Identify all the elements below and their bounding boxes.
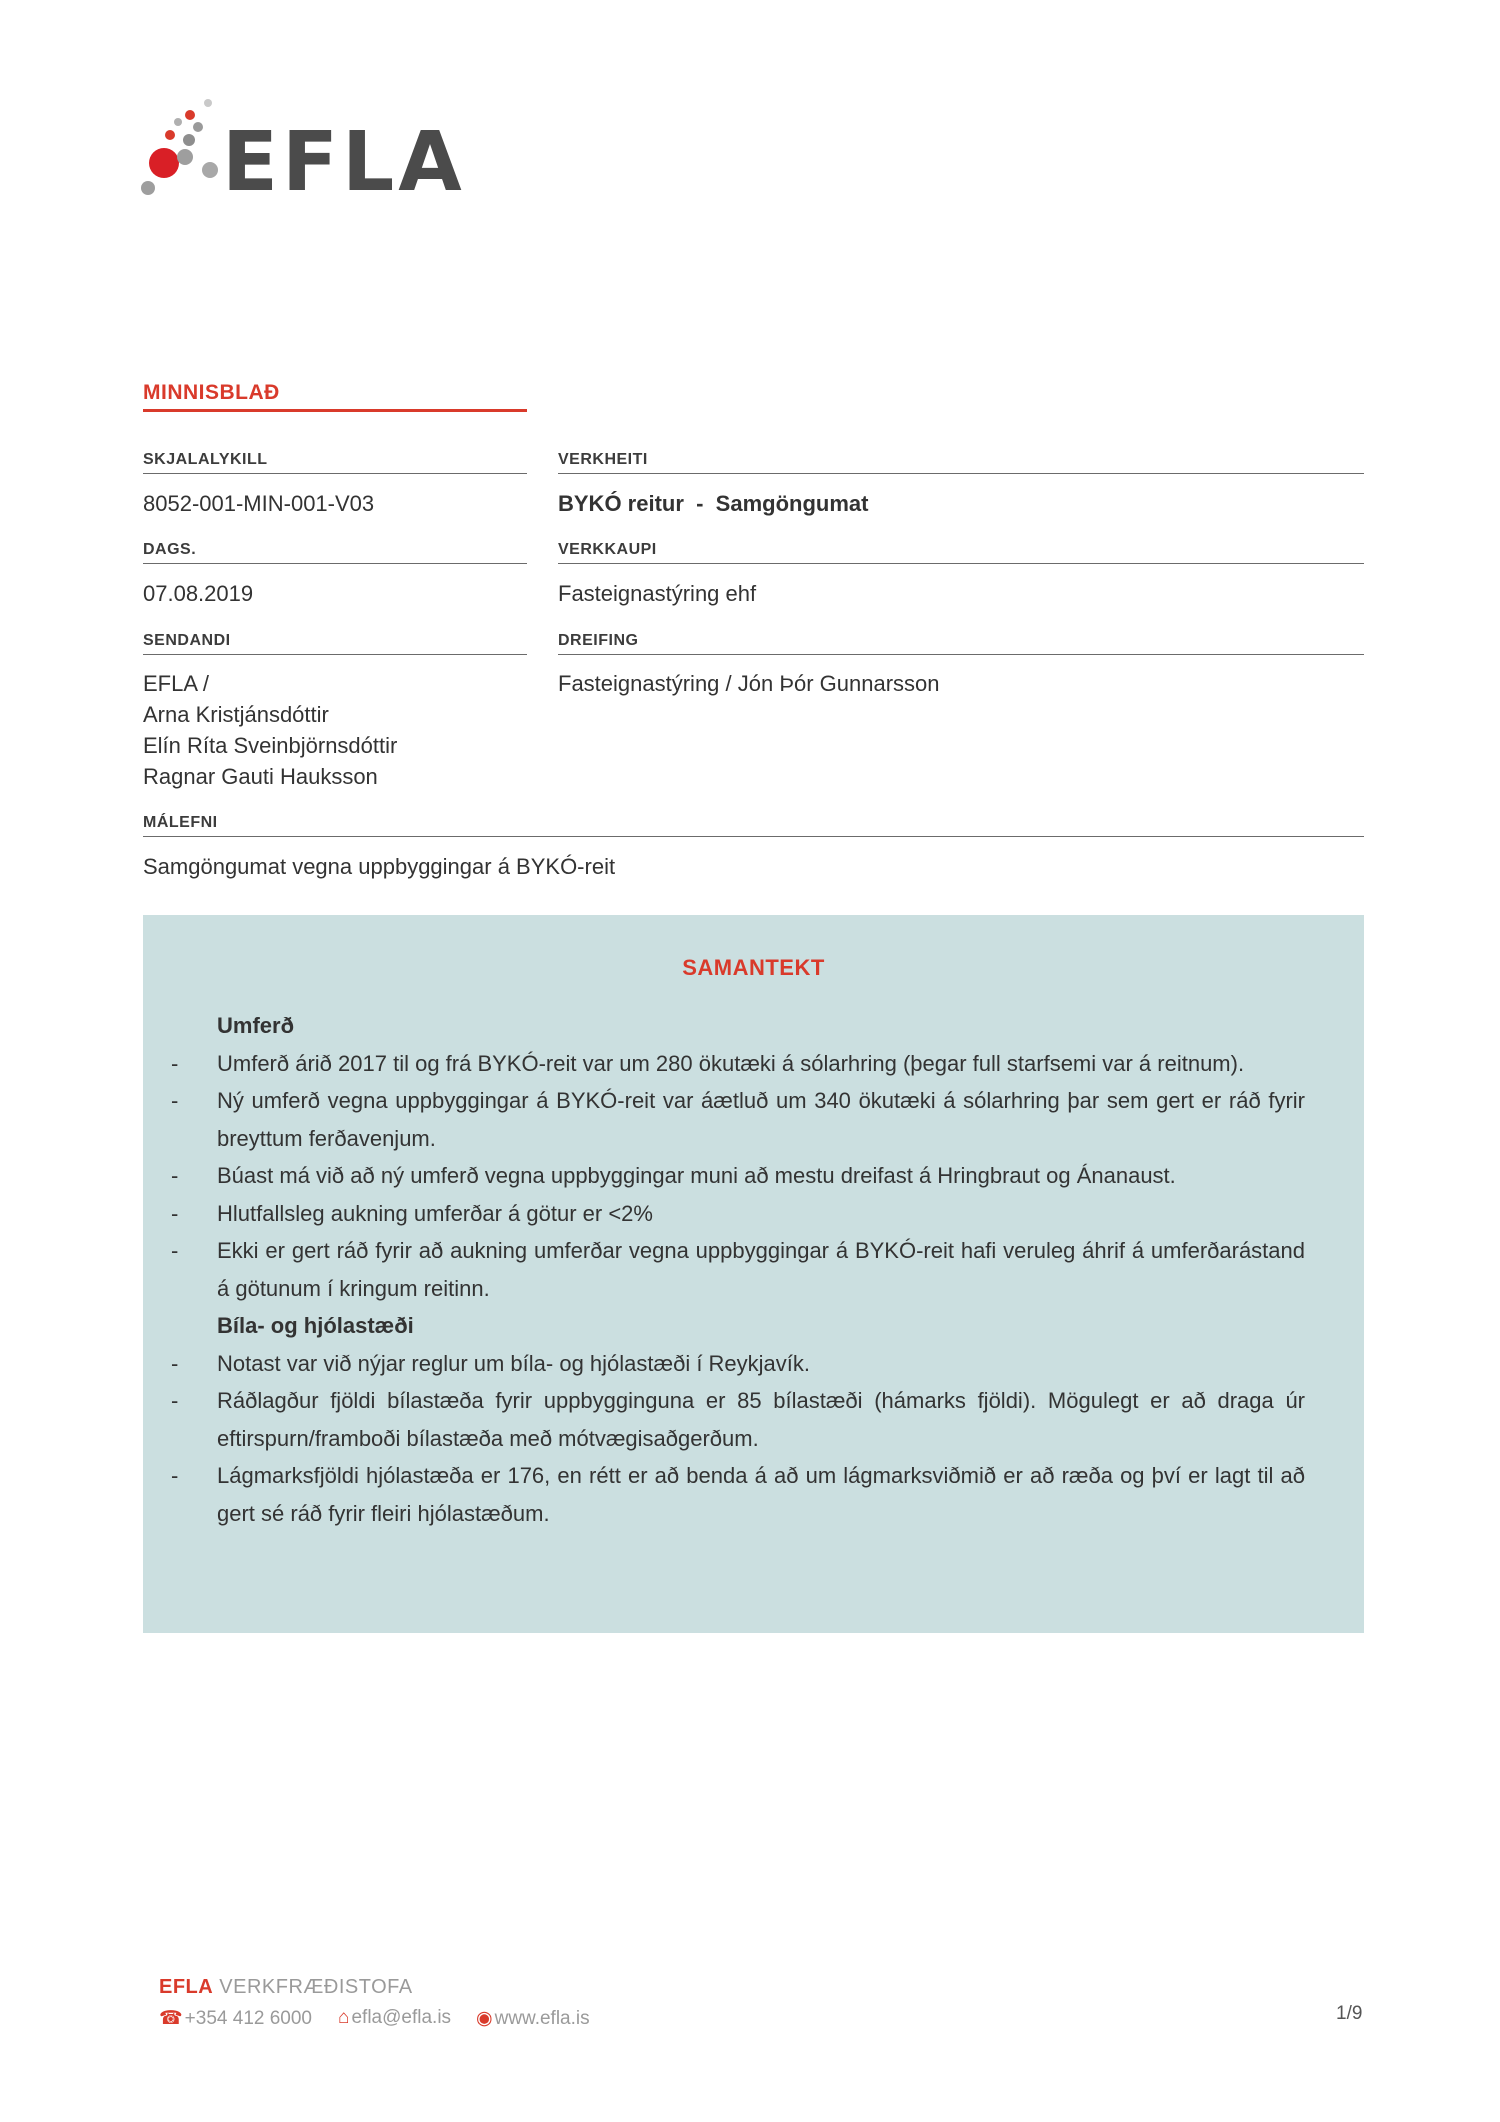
summary-box bbox=[143, 915, 1364, 1633]
divider bbox=[143, 654, 527, 655]
value-verkkaupi: Fasteignastýring ehf bbox=[558, 581, 757, 606]
sendandi-line: Ragnar Gauti Hauksson bbox=[143, 764, 378, 789]
value-dags: 07.08.2019 bbox=[143, 581, 254, 606]
divider bbox=[558, 654, 1364, 655]
value-malefni: Samgöngumat vegna uppbyggingar á BYKÓ-reit bbox=[143, 854, 616, 879]
label-sendandi: SENDANDI bbox=[143, 632, 231, 649]
summary-bullet: - Umferð árið 2017 til og frá BYKÓ-reit var um 280 ökutæki á sólarhring (þegar full starfsemi var á reitnum). bbox=[171, 1050, 1245, 1076]
footer-web[interactable]: ◉ www.efla.is bbox=[476, 2008, 590, 2029]
footer-email[interactable]: ⌂ efla@efla.is bbox=[338, 2007, 452, 2028]
sendandi-line: Arna Kristjánsdóttir bbox=[143, 702, 329, 727]
label-dreifing: DREIFING bbox=[558, 632, 639, 649]
page-number: 1/9 bbox=[1336, 2003, 1363, 2024]
divider bbox=[143, 563, 527, 564]
value-sendandi bbox=[143, 668, 397, 792]
summary-content bbox=[171, 1007, 1305, 1532]
footer-phone[interactable]: ☎ +354 412 6000 bbox=[159, 2008, 312, 2029]
summary-bullet: - Notast var við nýjar reglur um bíla- og hjólastæði í Reykjavík. bbox=[171, 1350, 811, 1376]
divider bbox=[143, 473, 527, 474]
globe-icon: ◉ bbox=[476, 2008, 493, 2029]
summary-heading-umferd: Umferð bbox=[217, 1013, 295, 1038]
label-verkkaupi: VERKKAUPI bbox=[558, 541, 657, 558]
label-malefni: MÁLEFNI bbox=[143, 814, 218, 831]
logo-dots-icon bbox=[140, 95, 230, 205]
summary-bullet: - Ekki er gert ráð fyrir að aukning umferðar vegna uppbyggingar á BYKÓ-reit hafi veruleg áhrif á umferðarástand á götunum í kringum reitinn. bbox=[171, 1238, 1305, 1301]
logo-wordmark: EFLA bbox=[222, 115, 466, 210]
memo-title: MINNISBLAÐ bbox=[143, 381, 280, 404]
label-dags: DAGS. bbox=[143, 541, 197, 558]
sendandi-line: Elín Ríta Sveinbjörnsdóttir bbox=[143, 733, 398, 758]
divider bbox=[558, 473, 1364, 474]
sendandi-line: EFLA / bbox=[143, 671, 210, 696]
summary-bullet: - Ráðlagður fjöldi bílastæða fyrir uppbygginguna er 85 bílastæði (hámarks fjöldi). Mögulegt er að draga úr eftirspurn/framboði bílastæða með mótvægisaðgerðum. bbox=[171, 1388, 1305, 1451]
summary-title: SAMANTEKT bbox=[682, 955, 825, 980]
label-verkheiti: VERKHEITI bbox=[558, 451, 648, 468]
email-icon: ⌂ bbox=[338, 2007, 350, 2028]
divider bbox=[558, 563, 1364, 564]
summary-bullet: - Lágmarksfjöldi hjólastæða er 176, en rétt er að benda á að um lágmarksviðmið er að ræða og því er lagt til að gert sé ráð fyrir fleiri hjólastæðum. bbox=[171, 1463, 1305, 1526]
value-dreifing: Fasteignastýring / Jón Þór Gunnarsson bbox=[558, 671, 940, 696]
summary-heading-bilastaedi: Bíla- og hjólastæði bbox=[217, 1313, 414, 1338]
value-verkheiti: BYKÓ reitur - Samgöngumat bbox=[558, 491, 869, 516]
label-skjalalykill: SKJALALYKILL bbox=[143, 451, 268, 468]
summary-bullet: - Ný umferð vegna uppbyggingar á BYKÓ-reit var áætluð um 340 ökutæki á sólarhring þar sem gert er ráð fyrir breyttum ferðavenjum. bbox=[171, 1088, 1305, 1151]
footer-brand bbox=[159, 1976, 413, 1999]
footer-brand-suffix: VERKFRÆÐISTOFA bbox=[219, 1976, 413, 1998]
footer-brand-name: EFLA bbox=[159, 1976, 214, 1998]
value-skjalalykill: 8052-001-MIN-001-V03 bbox=[143, 491, 375, 516]
summary-bullet: - Búast má við að ný umferð vegna uppbyggingar muni að mestu dreifast á Hringbraut og Ánanaust. bbox=[171, 1163, 1176, 1188]
summary-bullet: - Hlutfallsleg aukning umferðar á götur er <2% bbox=[171, 1200, 653, 1226]
efla-logo bbox=[140, 95, 480, 210]
memo-title-rule bbox=[143, 409, 527, 412]
divider bbox=[143, 836, 1364, 837]
phone-icon: ☎ bbox=[159, 2008, 183, 2029]
